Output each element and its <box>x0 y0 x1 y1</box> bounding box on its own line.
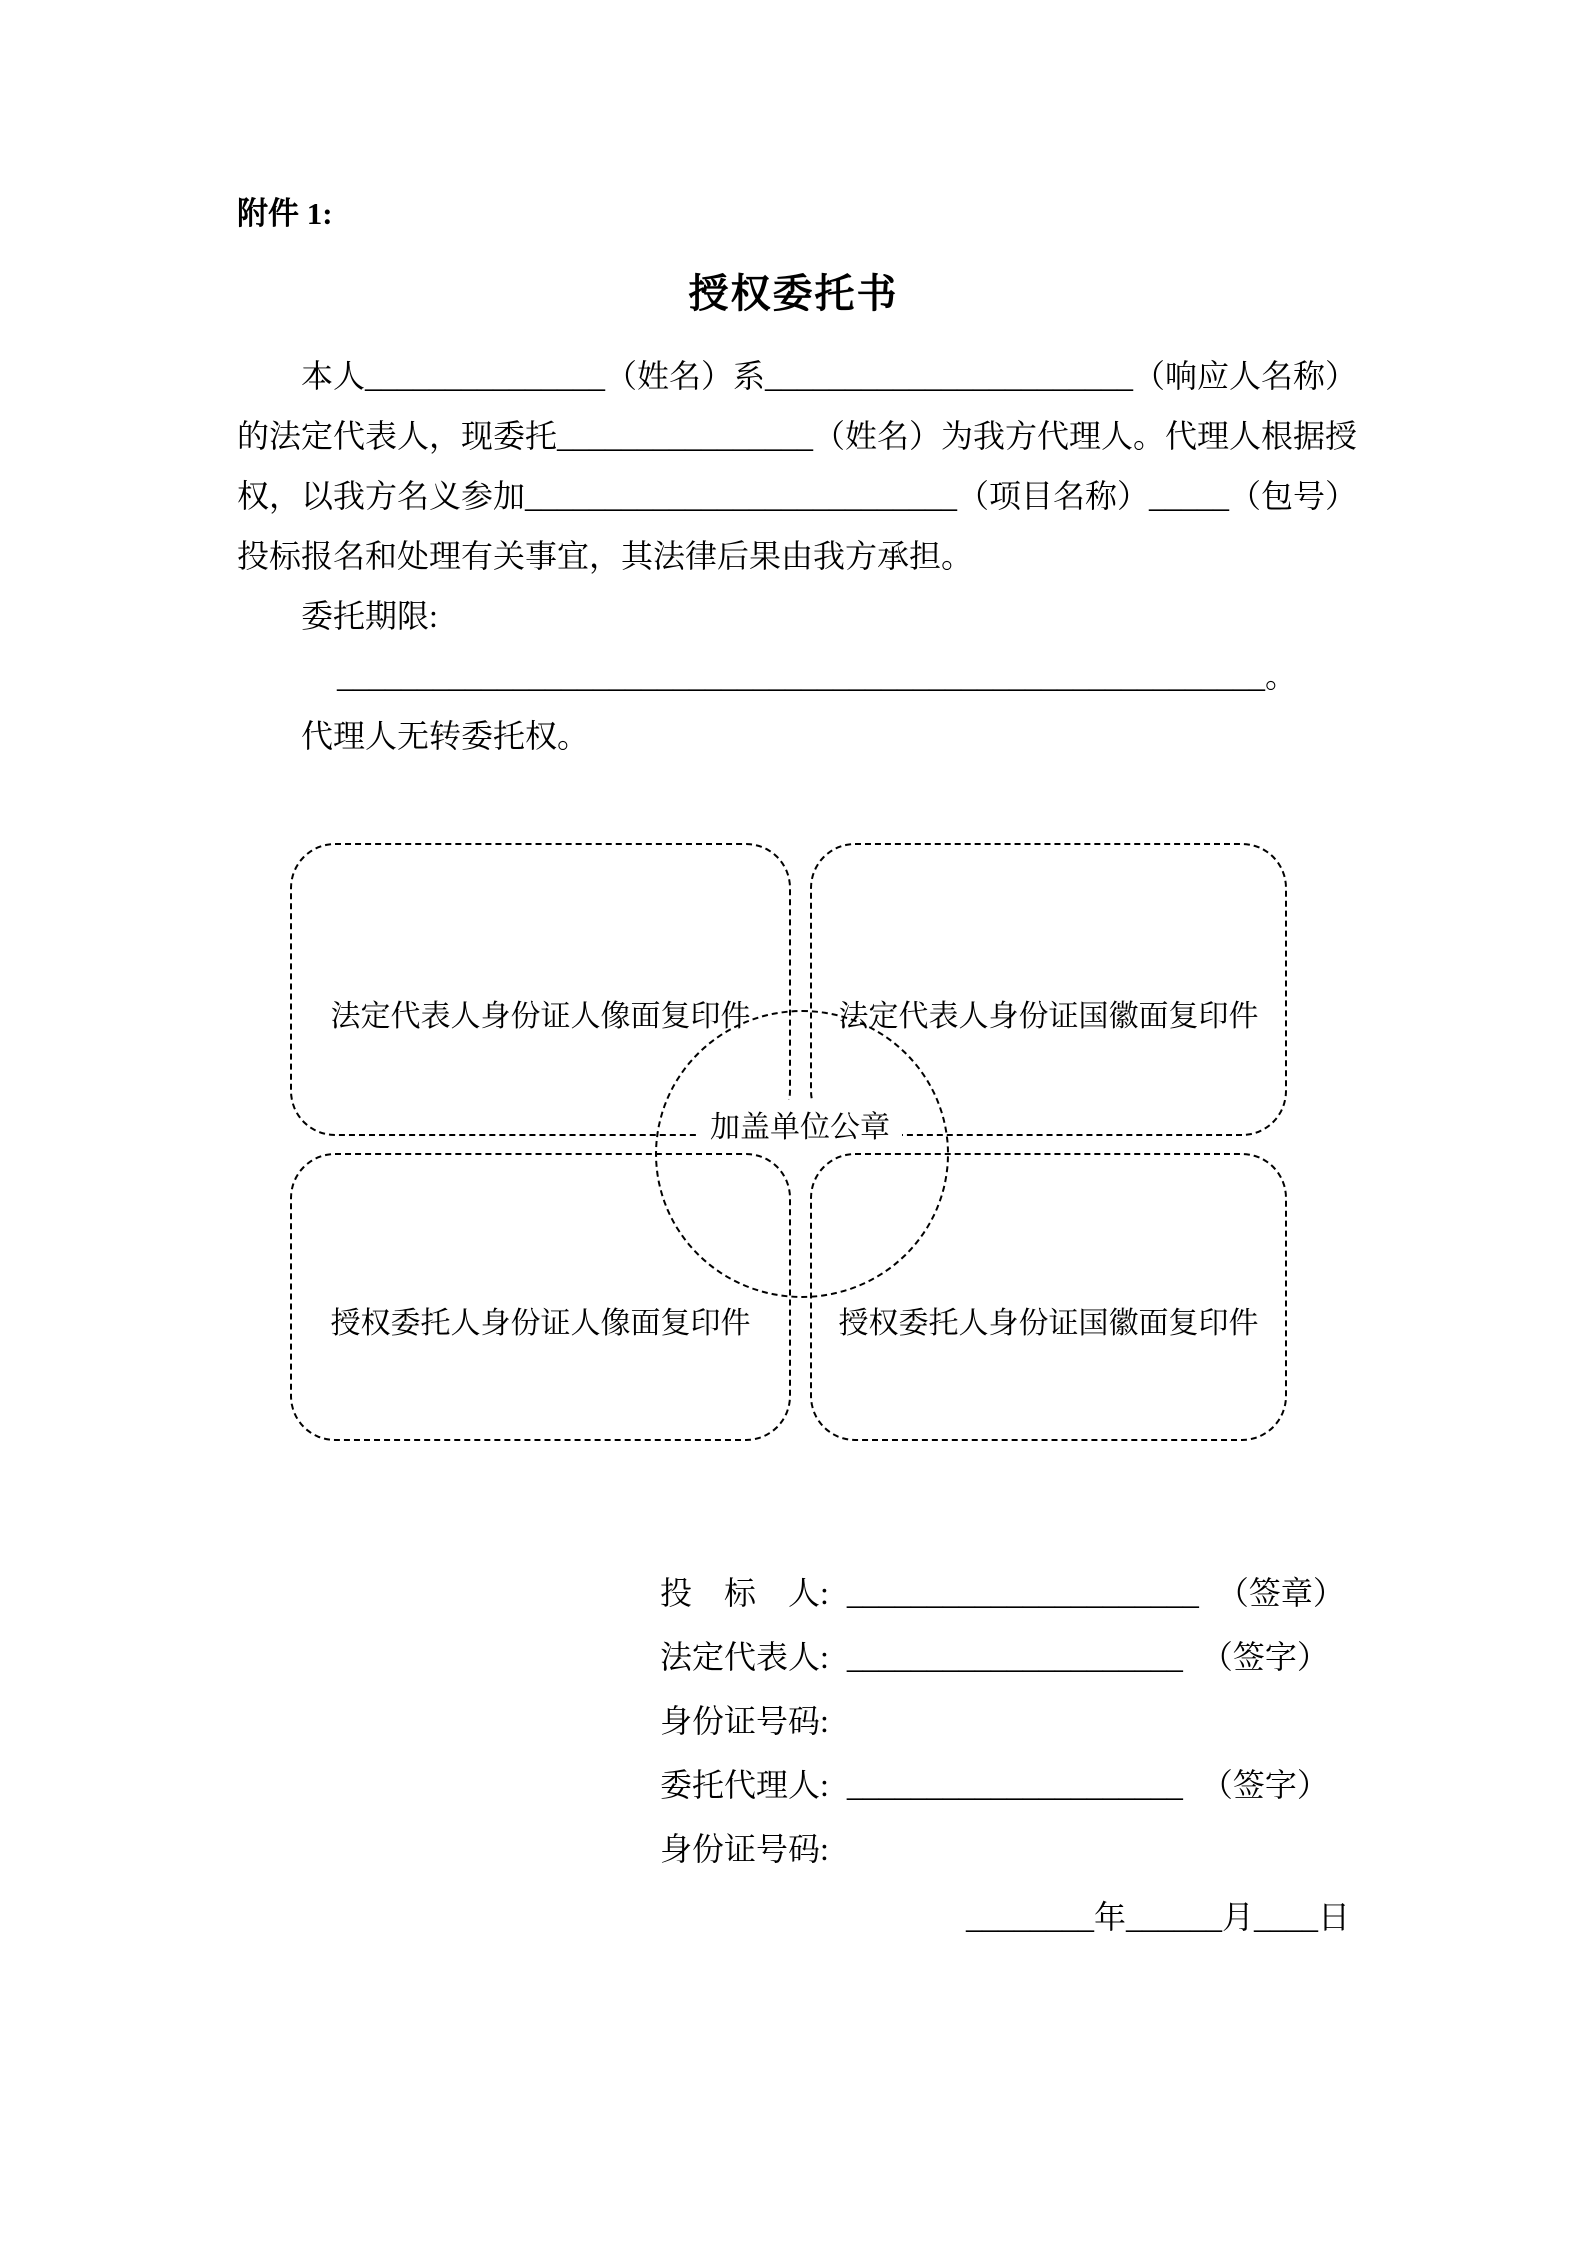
copy-box-label: 法定代表人身份证国徽面复印件 <box>838 999 1259 1033</box>
no-subdelegation-note: 代理人无转委托权。 <box>301 718 590 754</box>
date-line: ________年______月____日 <box>965 1899 1350 1935</box>
document-title: 授权委托书 <box>688 271 899 316</box>
signature-suffix: （签字） <box>1200 1639 1329 1675</box>
signature-label: 身份证号码: <box>660 1703 829 1739</box>
body-line-4: 投标报名和处理有关事宜，其法律后果由我方承担。 <box>237 538 974 574</box>
copy-box-label: 授权委托人身份证国徽面复印件 <box>838 1306 1259 1340</box>
signature-blank: _____________________ <box>846 1767 1183 1803</box>
signature-label: 身份证号码: <box>660 1831 829 1867</box>
signature-label: 法定代表人: <box>660 1639 829 1675</box>
copy-box-label: 法定代表人身份证人像面复印件 <box>330 999 751 1033</box>
body-line-2: 的法定代表人，现委托________________（姓名）为我方代理人。代理人根据授 <box>237 418 1358 454</box>
body-paragraph <box>237 346 1357 766</box>
copy-box-label: 授权委托人身份证人像面复印件 <box>330 1306 751 1340</box>
signature-suffix: （签章） <box>1216 1575 1345 1611</box>
signature-label: 投 标 人: <box>660 1575 829 1611</box>
signature-row-id-number-2 <box>660 1817 1345 1881</box>
company-seal-note: 加盖单位公章 <box>698 1100 902 1148</box>
signature-label: 委托代理人: <box>660 1767 829 1803</box>
signature-row-entrusted-agent <box>660 1753 1345 1817</box>
company-seal-circle <box>655 1010 949 1298</box>
signature-row-id-number-1 <box>660 1689 1345 1753</box>
attachment-label: 附件 1: <box>237 196 333 231</box>
signature-row-legal-rep <box>660 1625 1345 1689</box>
body-line-1: 本人_______________（姓名）系_______________________（响应人名称） <box>301 358 1358 394</box>
body-line-3: 权，以我方名义参加___________________________（项目名称）_____（包号） <box>237 478 1358 514</box>
signature-row-bidder <box>660 1561 1345 1625</box>
signature-block <box>660 1561 1345 1881</box>
entrust-term-blank-line: __________________________________________________________。 <box>337 658 1298 694</box>
signature-blank: ______________________ <box>846 1575 1199 1611</box>
entrust-term-label: 委托期限: <box>301 598 438 634</box>
signature-suffix: （签字） <box>1200 1767 1329 1803</box>
signature-blank: _____________________ <box>846 1639 1183 1675</box>
